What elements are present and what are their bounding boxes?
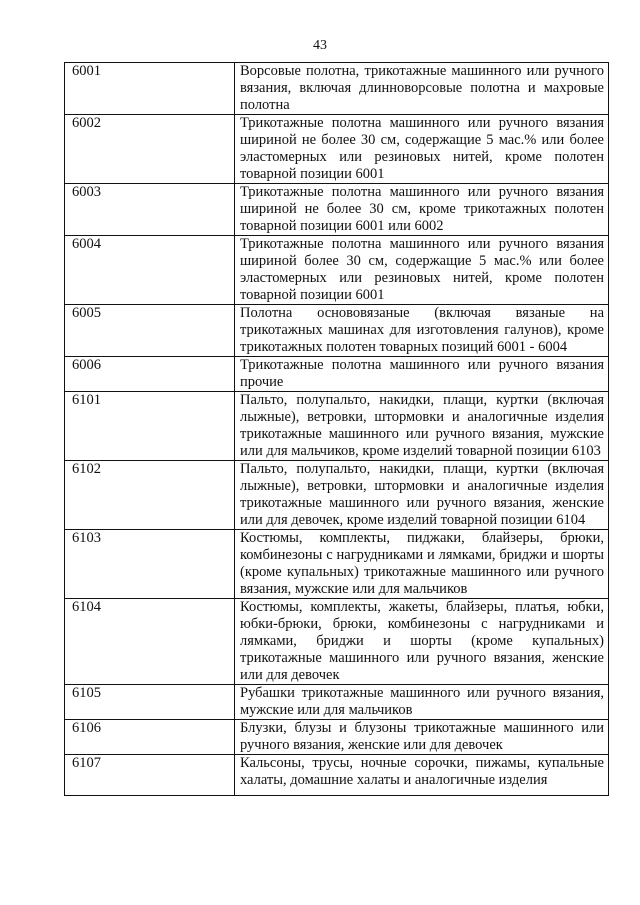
- code-cell: 6001: [65, 63, 235, 115]
- code-cell: 6104: [65, 599, 235, 685]
- code-cell: 6103: [65, 530, 235, 599]
- table-row: [65, 305, 609, 357]
- description-cell: Блузки, блузы и блузоны трикотажные машинного или ручного вязания, женские или для девочек: [235, 720, 609, 755]
- code-cell: 6107: [65, 755, 235, 796]
- table-row: [65, 599, 609, 685]
- code-cell: 6102: [65, 461, 235, 530]
- description-cell: Костюмы, комплекты, жакеты, блайзеры, платья, юбки, юбки-брюки, брюки, комбинезоны с нагрудниками и лямками, бриджи и шорты (кроме купальных) трикотажные машинного или ручного вязания, женские или для девочек: [235, 599, 609, 685]
- description-cell: Костюмы, комплекты, пиджаки, блайзеры, брюки, комбинезоны с нагрудниками и лямками, бриджи и шорты (кроме купальных) трикотажные машинного или ручного вязания, мужские или для мальчиков: [235, 530, 609, 599]
- table-row: [65, 755, 609, 796]
- description-cell: [235, 755, 609, 796]
- description-cell: Трикотажные полотна машинного или ручного вязания шириной не более 30 см, содержащие 5 мас.% или более эластомерных или резиновых нитей, кроме полотен товарной позиции 6001: [235, 115, 609, 184]
- description-cell: Трикотажные полотна машинного или ручного вязания шириной не более 30 см, кроме трикотажных полотен товарной позиции 6001 или 6002: [235, 184, 609, 236]
- description-cell: Трикотажные полотна машинного или ручного вязания шириной более 30 см, содержащие 5 мас.% или более эластомерных или резиновых нитей, кроме полотен товарной позиции 6001: [235, 236, 609, 305]
- table-row: [65, 530, 609, 599]
- page-number: 43: [313, 38, 327, 53]
- table-row: [65, 685, 609, 720]
- description-cell: Рубашки трикотажные машинного или ручного вязания, мужские или для мальчиков: [235, 685, 609, 720]
- table-row: [65, 461, 609, 530]
- description-cell: Пальто, полупальто, накидки, плащи, куртки (включая лыжные), ветровки, штормовки и аналогичные изделия трикотажные машинного или ручного вязания, женские или для девочек, кроме изделий товарной позиции 6104: [235, 461, 609, 530]
- code-cell: 6005: [65, 305, 235, 357]
- table-row: [65, 720, 609, 755]
- code-cell: 6106: [65, 720, 235, 755]
- description-text: Кальсоны, трусы, ночные сорочки, пижамы, купальные халаты, домашние халаты и аналогичные изделия: [240, 755, 604, 788]
- table-row: [65, 184, 609, 236]
- code-cell: 6002: [65, 115, 235, 184]
- tariff-code-table: [64, 62, 609, 796]
- table-row: [65, 63, 609, 115]
- description-cell: Пальто, полупальто, накидки, плащи, куртки (включая лыжные), ветровки, штормовки и аналогичные изделия трикотажные машинного или ручного вязания, мужские или для мальчиков, кроме изделий товарной позиции 6103: [235, 392, 609, 461]
- table-row: [65, 115, 609, 184]
- table-row: [65, 236, 609, 305]
- code-cell: 6105: [65, 685, 235, 720]
- code-cell: 6006: [65, 357, 235, 392]
- description-cell: Полотна основовязаные (включая вязаные на трикотажных машинах для изготовления галунов), кроме трикотажных полотен товарных позиций 6001 - 6004: [235, 305, 609, 357]
- description-cell: Ворсовые полотна, трикотажные машинного или ручного вязания, включая длинноворсовые полотна и махровые полотна: [235, 63, 609, 115]
- code-cell: 6004: [65, 236, 235, 305]
- table-row: [65, 392, 609, 461]
- code-cell: 6003: [65, 184, 235, 236]
- description-cell: Трикотажные полотна машинного или ручного вязания прочие: [235, 357, 609, 392]
- table-row: [65, 357, 609, 392]
- code-cell: 6101: [65, 392, 235, 461]
